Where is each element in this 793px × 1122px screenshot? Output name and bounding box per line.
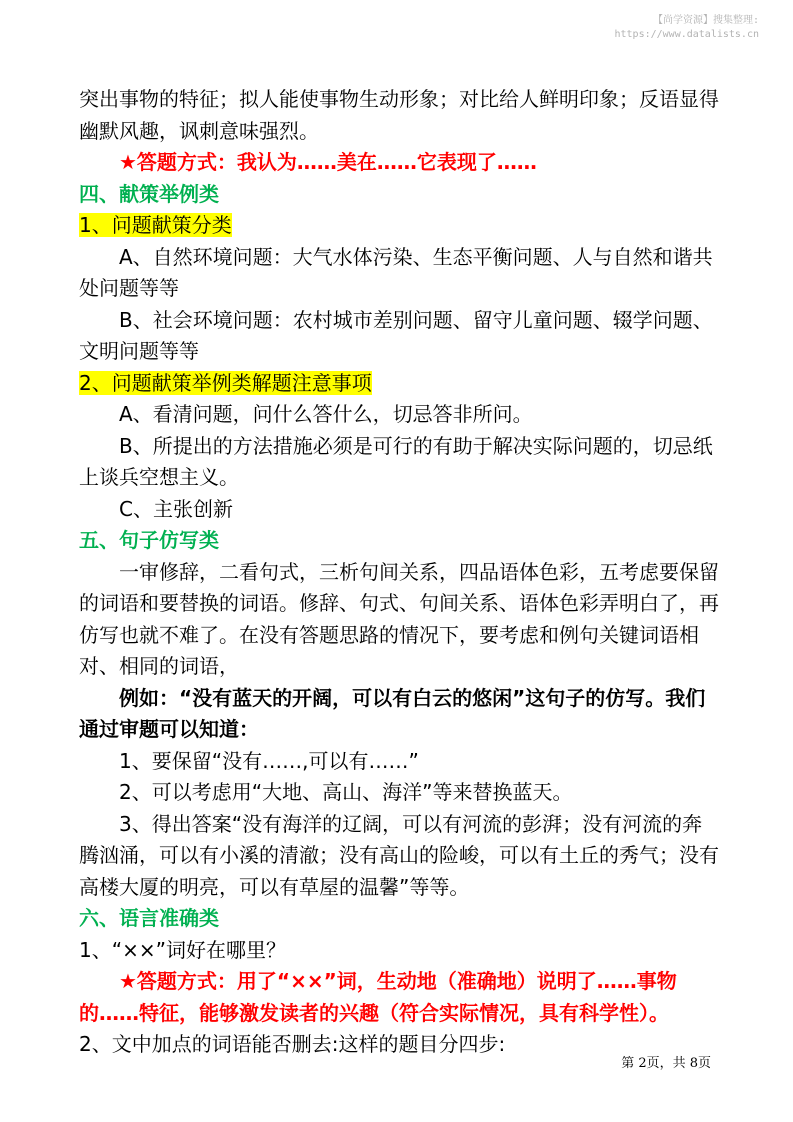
subheading <box>79 210 719 242</box>
paragraph: 2、可以考虑用“大地、高山、海洋”等来替换蓝天。 <box>119 780 573 804</box>
document-body <box>79 84 719 1061</box>
subheading <box>79 368 719 400</box>
subheading-text: 2、问题献策举例类解题注意事项 <box>79 370 372 395</box>
section-heading: 六、语言准确类 <box>79 906 219 930</box>
paragraph: 1、“××”词好在哪里？ <box>79 937 286 962</box>
paragraph: C、主张创新 <box>119 496 233 521</box>
answer-method: ★答题方式：用了“××”词，生动地（准确地）说明了……事物的……特征，能够激发读者的兴趣（符合实际情况，具有科学性）。 <box>79 969 677 1025</box>
paragraph: 2、文中加点的词语能否删去:这样的题目分四步: <box>79 1032 506 1056</box>
watermark-line-2: https://www.datalists.cn <box>614 29 759 40</box>
page-number: 第 2页，共 8页 <box>621 1056 711 1071</box>
paragraph: 3、得出答案“没有海洋的辽阔，可以有河流的彭湃；没有河流的奔腾汹涌，可以有小溪的清澈；没有高山的险峻，可以有土丘的秀气；没有高楼大厦的明亮，可以有草屋的温馨”等等。 <box>79 811 719 899</box>
paragraph: A、看清问题，问什么答什么，切忌答非所问。 <box>119 402 533 426</box>
subheading-text: 1、问题献策分类 <box>79 213 232 237</box>
paragraph: B、社会环境问题：农村城市差别问题、留守儿童问题、辍学问题、文明问题等等 <box>79 307 713 363</box>
paragraph: B、所提出的方法措施必须是可行的有助于解决实际问题的，切忌纸上谈兵空想主义。 <box>79 433 713 489</box>
section-heading: 四、献策举例类 <box>79 181 219 206</box>
paragraph: A、自然环境问题：大气水体污染、生态平衡问题、人与自然和谐共处问题等等 <box>79 244 713 300</box>
section-heading: 五、句子仿写类 <box>79 528 219 552</box>
watermark-line-1: 【尚学资源】搜集整理: <box>652 15 759 26</box>
paragraph: 1、要保留“没有……,可以有……” <box>119 748 419 773</box>
watermark <box>539 14 759 42</box>
paragraph: 一审修辞，二看句式，三析句间关系，四品语体色彩，五考虑要保留的词语和要替换的词语。修辞、句式、句间关系、语体色彩弄明白了，再仿写也就不难了。在没有答题思路的情况下，要考虑和例句关键词语相对、相同的词语， <box>79 559 719 678</box>
example-paragraph: 例如：“没有蓝天的开阔，可以有白云的悠闲”这句子的仿写。我们通过审题可以知道： <box>79 685 706 741</box>
answer-method: ★答题方式：我认为……美在……它表现了…… <box>119 150 537 174</box>
paragraph: 突出事物的特征；拟人能使事物生动形象；对比给人鲜明印象；反语显得幽默风趣，讽刺意味强烈。 <box>79 87 719 143</box>
